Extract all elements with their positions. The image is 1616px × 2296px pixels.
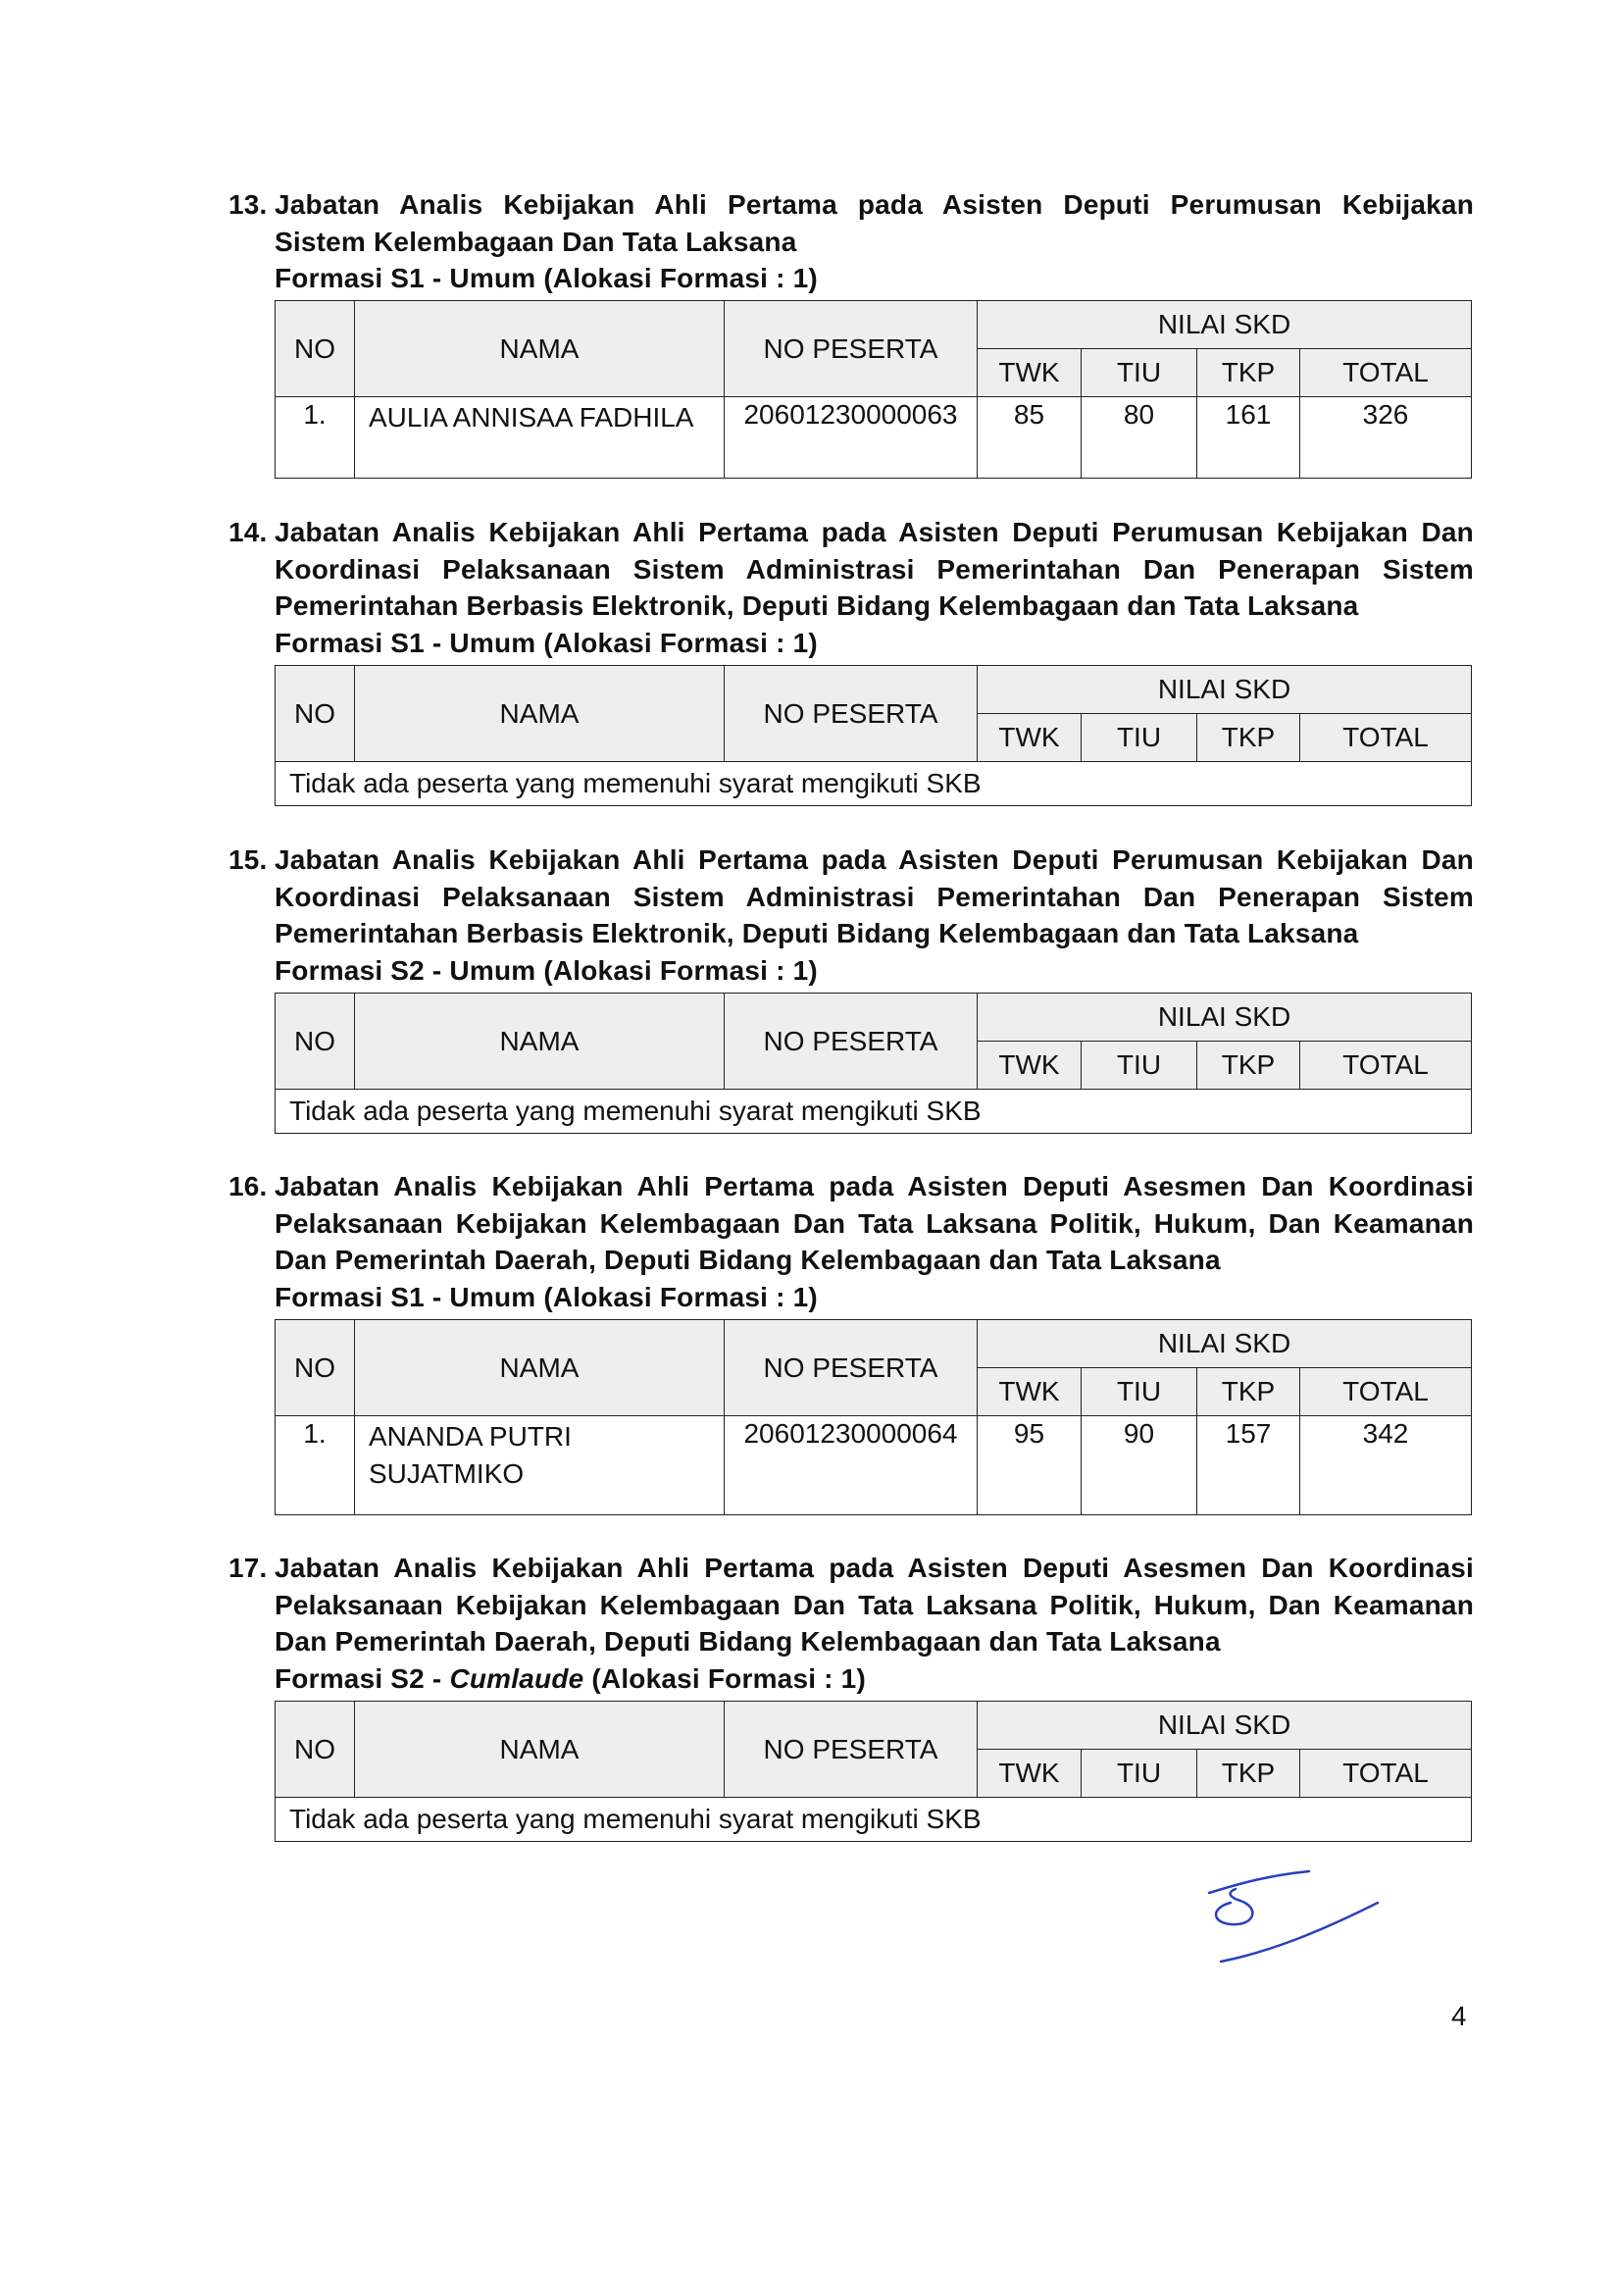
section-number: 14.: [228, 517, 268, 547]
cell-nama-line: ANANDA PUTRI: [369, 1421, 572, 1452]
heading-line: Jabatan Analis Kebijakan Ahli Pertama pada Asisten Deputi Perumusan Kebijakan Dan: [275, 517, 1474, 547]
header-no: NO: [276, 301, 355, 397]
skd-table: [275, 300, 1472, 479]
skd-table: [275, 1701, 1472, 1842]
table-row: [276, 1416, 1472, 1515]
page-number: 4: [1451, 2001, 1467, 2031]
header-tiu: TIU: [1082, 1368, 1197, 1416]
heading-line: Pemerintahan Berbasis Elektronik, Deputi Bidang Kelembagaan dan Tata Laksana: [275, 590, 1359, 621]
header-tiu: TIU: [1082, 714, 1197, 762]
header-twk: TWK: [978, 1368, 1082, 1416]
section-number: 15.: [228, 844, 268, 875]
header-no: NO: [276, 994, 355, 1090]
header-no: NO: [276, 666, 355, 762]
header-total: TOTAL: [1300, 1042, 1472, 1090]
section-14: [228, 514, 1474, 798]
header-tiu: TIU: [1082, 349, 1197, 397]
header-no-peserta: NO PESERTA: [725, 994, 978, 1090]
section-number: 16.: [228, 1171, 268, 1201]
formasi-prefix: Formasi S2 -: [275, 1662, 450, 1694]
section-13: [228, 186, 1474, 433]
cell-total: 342: [1300, 1416, 1472, 1515]
header-tkp: TKP: [1197, 1750, 1300, 1798]
skd-table: [275, 1319, 1472, 1515]
empty-message: Tidak ada peserta yang memenuhi syarat mengikuti SKB: [276, 1798, 1472, 1842]
cell-total: 326: [1300, 397, 1472, 479]
header-nama: NAMA: [355, 994, 725, 1090]
formasi-suffix: (Alokasi Formasi : 1): [583, 1662, 866, 1694]
cell-twk: 95: [978, 1416, 1082, 1515]
cell-tiu: 80: [1082, 397, 1197, 479]
section-heading: [228, 514, 1474, 661]
heading-line: Dan Pemerintah Daerah, Deputi Bidang Kelembagaan dan Tata Laksana: [275, 1245, 1221, 1275]
formasi-italic: Cumlaude: [449, 1662, 584, 1694]
header-tkp: TKP: [1197, 349, 1300, 397]
header-nama: NAMA: [355, 301, 725, 397]
formasi-line: Formasi S1 - Umum (Alokasi Formasi : 1): [275, 627, 818, 658]
heading-line: Koordinasi Pelaksanaan Sistem Administrasi Pemerintahan Dan Penerapan Sistem: [275, 553, 1474, 585]
cell-no-peserta: 20601230000064: [725, 1416, 978, 1515]
heading-line: Koordinasi Pelaksanaan Sistem Administrasi Pemerintahan Dan Penerapan Sistem: [275, 881, 1474, 912]
header-tkp: TKP: [1197, 714, 1300, 762]
formasi-line: Formasi S1 - Umum (Alokasi Formasi : 1): [275, 263, 818, 293]
header-total: TOTAL: [1300, 714, 1472, 762]
header-twk: TWK: [978, 714, 1082, 762]
header-total: TOTAL: [1300, 349, 1472, 397]
heading-line: Pelaksanaan Kebijakan Kelembagaan Dan Tata Laksana Politik, Hukum, Dan Keamanan: [275, 1589, 1474, 1620]
header-twk: TWK: [978, 1750, 1082, 1798]
empty-message: Tidak ada peserta yang memenuhi syarat mengikuti SKB: [276, 1090, 1472, 1134]
section-number: 17.: [228, 1553, 268, 1583]
section-15: [228, 842, 1474, 1126]
heading-line: Sistem Kelembagaan Dan Tata Laksana: [275, 226, 797, 257]
formasi-line: Formasi S1 - Umum (Alokasi Formasi : 1): [275, 1281, 818, 1312]
cell-nama-line: SUJATMIKO: [369, 1458, 525, 1489]
header-nilai-skd: NILAI SKD: [978, 301, 1472, 349]
cell-nama: [355, 1416, 725, 1515]
heading-line: Jabatan Analis Kebijakan Ahli Pertama pada Asisten Deputi Perumusan Kebijakan Dan: [275, 844, 1474, 875]
header-nilai-skd: NILAI SKD: [978, 1702, 1472, 1750]
formasi-line: [228, 1660, 1474, 1698]
cell-no-peserta: 20601230000063: [725, 397, 978, 479]
header-nama: NAMA: [355, 666, 725, 762]
section-heading: [228, 1168, 1474, 1315]
heading-line: Dan Pemerintah Daerah, Deputi Bidang Kelembagaan dan Tata Laksana: [275, 1626, 1221, 1657]
header-total: TOTAL: [1300, 1750, 1472, 1798]
header-tiu: TIU: [1082, 1750, 1197, 1798]
heading-line: Pemerintahan Berbasis Elektronik, Deputi Bidang Kelembagaan dan Tata Laksana: [275, 918, 1359, 948]
header-nilai-skd: NILAI SKD: [978, 1320, 1472, 1368]
header-nama: NAMA: [355, 1320, 725, 1416]
header-total: TOTAL: [1300, 1368, 1472, 1416]
header-no-peserta: NO PESERTA: [725, 301, 978, 397]
header-no-peserta: NO PESERTA: [725, 1702, 978, 1798]
header-twk: TWK: [978, 349, 1082, 397]
section-heading: [228, 842, 1474, 989]
cell-tkp: 157: [1197, 1416, 1300, 1515]
table-row: [276, 397, 1472, 479]
section-16: [228, 1168, 1474, 1489]
cell-no: 1.: [276, 397, 355, 479]
header-nilai-skd: NILAI SKD: [978, 994, 1472, 1042]
formasi-line: Formasi S2 - Umum (Alokasi Formasi : 1): [275, 954, 818, 986]
header-twk: TWK: [978, 1042, 1082, 1090]
cell-tkp: 161: [1197, 397, 1300, 479]
heading-line: Jabatan Analis Kebijakan Ahli Pertama pada Asisten Deputi Perumusan Kebijakan: [275, 189, 1474, 220]
skd-table: [275, 665, 1472, 806]
cell-tiu: 90: [1082, 1416, 1197, 1515]
header-no-peserta: NO PESERTA: [725, 1320, 978, 1416]
cell-nama: AULIA ANNISAA FADHILA: [355, 397, 725, 479]
heading-line: Jabatan Analis Kebijakan Ahli Pertama pada Asisten Deputi Asesmen Dan Koordinasi: [275, 1171, 1474, 1201]
header-no-peserta: NO PESERTA: [725, 666, 978, 762]
table-row: [276, 762, 1472, 806]
header-nama: NAMA: [355, 1702, 725, 1798]
section-heading: [228, 1550, 1474, 1697]
heading-line: Pelaksanaan Kebijakan Kelembagaan Dan Tata Laksana Politik, Hukum, Dan Keamanan: [275, 1207, 1474, 1239]
table-row: [276, 1090, 1472, 1134]
signature-initials: [1201, 1863, 1397, 1981]
empty-message: Tidak ada peserta yang memenuhi syarat mengikuti SKB: [276, 762, 1472, 806]
header-tkp: TKP: [1197, 1042, 1300, 1090]
skd-table: [275, 993, 1472, 1134]
header-tiu: TIU: [1082, 1042, 1197, 1090]
section-heading: [228, 186, 1474, 297]
header-no: NO: [276, 1320, 355, 1416]
cell-twk: 85: [978, 397, 1082, 479]
header-tkp: TKP: [1197, 1368, 1300, 1416]
table-row: [276, 1798, 1472, 1842]
header-no: NO: [276, 1702, 355, 1798]
section-17: [228, 1550, 1474, 1834]
header-nilai-skd: NILAI SKD: [978, 666, 1472, 714]
section-number: 13.: [228, 189, 268, 220]
cell-no: 1.: [276, 1416, 355, 1515]
heading-line: Jabatan Analis Kebijakan Ahli Pertama pada Asisten Deputi Asesmen Dan Koordinasi: [275, 1553, 1474, 1583]
